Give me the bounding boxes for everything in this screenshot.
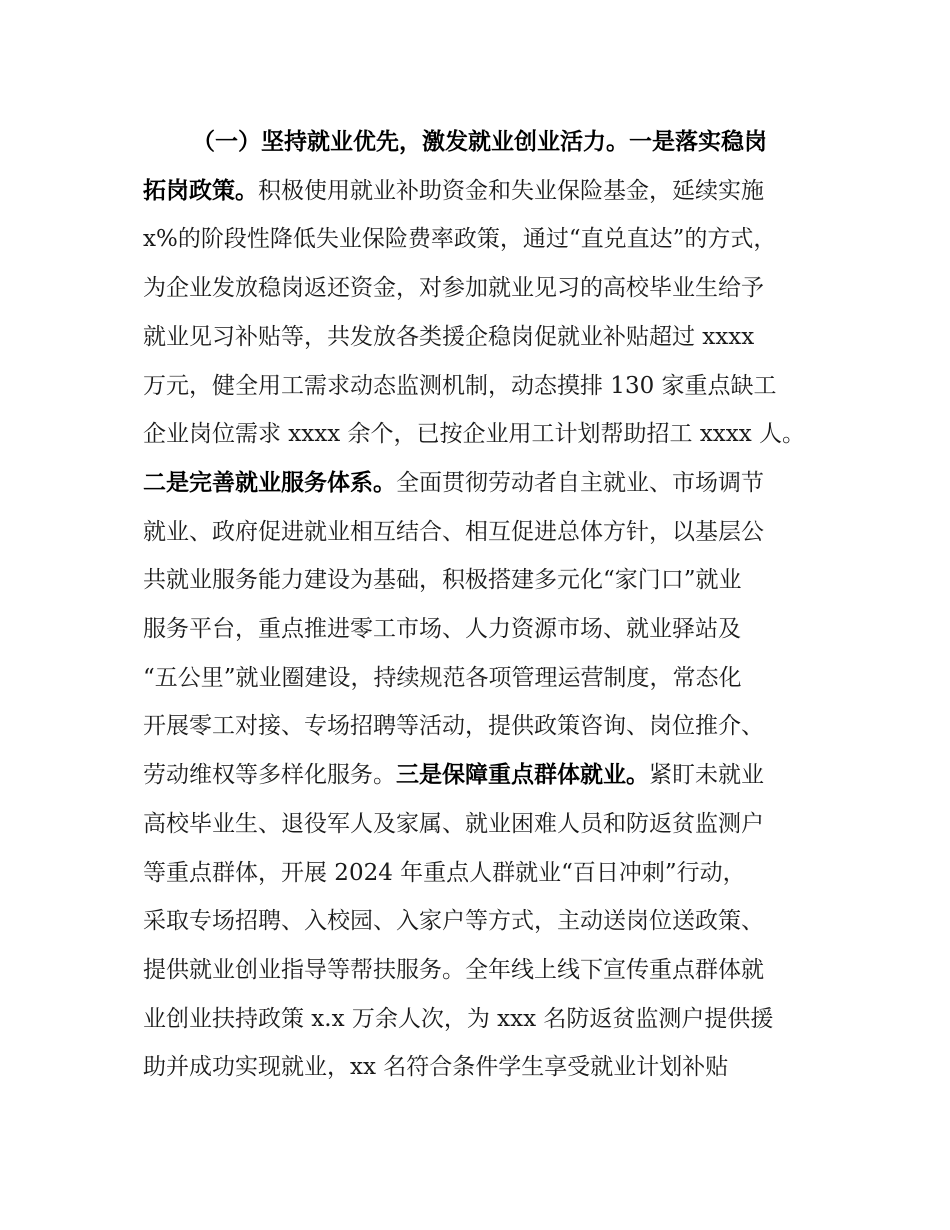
- text-line: [143, 468, 764, 498]
- text-line: [143, 565, 742, 595]
- body-text-run: 提供就业创业指导等帮扶服务。全年线上线下宣传重点群体就: [143, 956, 764, 983]
- text-line: [143, 371, 777, 401]
- text-line: [143, 322, 754, 352]
- body-text-run: 劳动维权等多样化服务。: [143, 762, 396, 789]
- body-text-run: 助并成功实现就业，xx 名符合条件学生享受就业计划补贴: [143, 1054, 729, 1081]
- text-line: [143, 1004, 773, 1034]
- body-text-run: 服务平台，重点推进零工市场、人力资源市场、就业驿站及: [143, 616, 741, 642]
- body-text-run: 企业岗位需求 xxxx 余个，已按企业用工计划帮助招工 xxxx 人。: [143, 421, 806, 448]
- body-text-run: 共就业服务能力建设为基础，积极搭建多元化“家门口”就业: [143, 567, 742, 594]
- body-text-run: 积极使用就业补助资金和失业保险基金，延续实施: [258, 177, 764, 204]
- body-text-run: “五公里”就业圈建设，持续规范各项管理运营制度，常态化: [143, 664, 742, 691]
- text-line: [143, 176, 764, 206]
- text-line: [143, 711, 764, 741]
- text-line: [143, 955, 764, 985]
- body-text-run: 开展零工对接、专场招聘等活动，提供政策咨询、岗位推介、: [143, 713, 764, 740]
- body-text-run: 就业、政府促进就业相互结合、相互促进总体方针，以基层公: [143, 518, 764, 545]
- body-text-run: 就业见习补贴等，共发放各类援企稳岗促就业补贴超过 xxxx: [143, 323, 755, 350]
- text-line: [143, 419, 805, 449]
- bold-heading-text: 拓岗政策。: [143, 177, 258, 204]
- text-line: [143, 1052, 728, 1082]
- body-text-run: 采取专场招聘、入校园、入家户等方式，主动送岗位送政策、: [143, 908, 764, 935]
- bold-heading-text: （一）坚持就业优先，激发就业创业活力。一是落实稳岗: [192, 129, 767, 155]
- bold-heading-text: 三是保障重点群体就业。: [396, 762, 649, 789]
- bold-heading-text: 二是完善就业服务体系。: [143, 469, 396, 496]
- text-line: [143, 858, 746, 888]
- text-line: [143, 224, 776, 254]
- text-line: [143, 760, 764, 790]
- text-line: [143, 273, 764, 303]
- text-line: [143, 614, 741, 644]
- body-text-run: 万元，健全用工需求动态监测机制，动态摸排 130 家重点缺工: [143, 372, 777, 399]
- body-text-run: 为企业发放稳岗返还资金，对参加就业见习的高校毕业生给予: [143, 275, 764, 302]
- text-line: [143, 517, 764, 547]
- body-text-run: 业创业扶持政策 x.x 万余人次，为 xxx 名防返贫监测户提供援: [143, 1005, 774, 1032]
- body-text-run: 高校毕业生、退役军人及家属、就业困难人员和防返贫监测户: [143, 810, 764, 837]
- text-line: [143, 663, 742, 693]
- body-text-run: 等重点群体，开展 2024 年重点人群就业“百日冲刺”行动，: [143, 859, 746, 886]
- body-text-run: x%的阶段性降低失业保险费率政策，通过“直兑直达”的方式，: [143, 226, 777, 253]
- text-line: [143, 906, 764, 936]
- text-line: [143, 809, 764, 839]
- body-text-run: 紧盯未就业: [649, 762, 764, 789]
- body-text-run: 全面贯彻劳动者自主就业、市场调节: [396, 469, 764, 496]
- text-line: [192, 127, 767, 157]
